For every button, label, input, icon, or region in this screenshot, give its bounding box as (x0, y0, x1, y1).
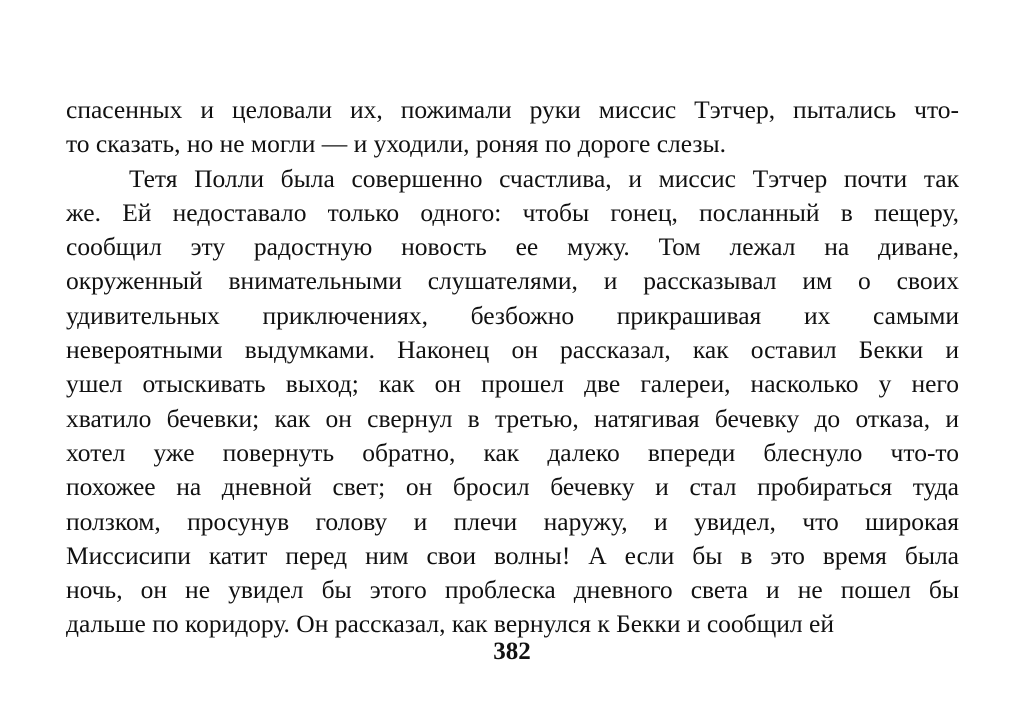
text-line: ночь, он не увидел бы этого проблеска дневного света и не пошел бы (66, 575, 959, 605)
text-line: Тетя Полли была совершенно счастлива, и миссис Тэтчер почти так (129, 163, 959, 193)
text-line: хотел уже повернуть обратно, как далеко впереди блеснуло что-то (66, 437, 959, 467)
text-line: хватило бечевки; как он свернул в третью, натягивая бечевку до отказа, и (66, 403, 959, 433)
text-line: невероятными выдумками. Наконец он рассказал, как оставил Бекки и (66, 335, 959, 365)
page-text (66, 93, 959, 642)
text-line: окруженный внимательными слушателями, и рассказывал им о своих (66, 266, 959, 296)
text-line: же. Ей недоставало только одного: чтобы гонец, посланный в пещеру, (66, 197, 959, 227)
page-number: 382 (493, 638, 531, 665)
text-line: похожее на дневной свет; он бросил бечевку и стал пробираться туда (66, 472, 959, 502)
text-line: ползком, просунув голову и плечи наружу, и увидел, что широкая (66, 506, 959, 536)
text-line: сообщил эту радостную новость ее мужу. Том лежал на диване, (66, 232, 959, 262)
text-line: удивительных приключениях, безбожно прикрашивая их самыми (66, 300, 959, 330)
text-line: дальше по коридору. Он рассказал, как вернулся к Бекки и сообщил ей (66, 609, 835, 639)
text-line: Миссисипи катит перед ним свои волны! А если бы в это время была (66, 540, 959, 570)
text-line: то сказать, но не могли — и уходили, роняя по дороге слезы. (66, 129, 726, 159)
text-line: спасенных и целовали их, пожимали руки миссис Тэтчер, пытались что- (66, 95, 959, 124)
text-line: ушел отыскивать выход; как он прошел две галереи, насколько у него (66, 369, 959, 399)
